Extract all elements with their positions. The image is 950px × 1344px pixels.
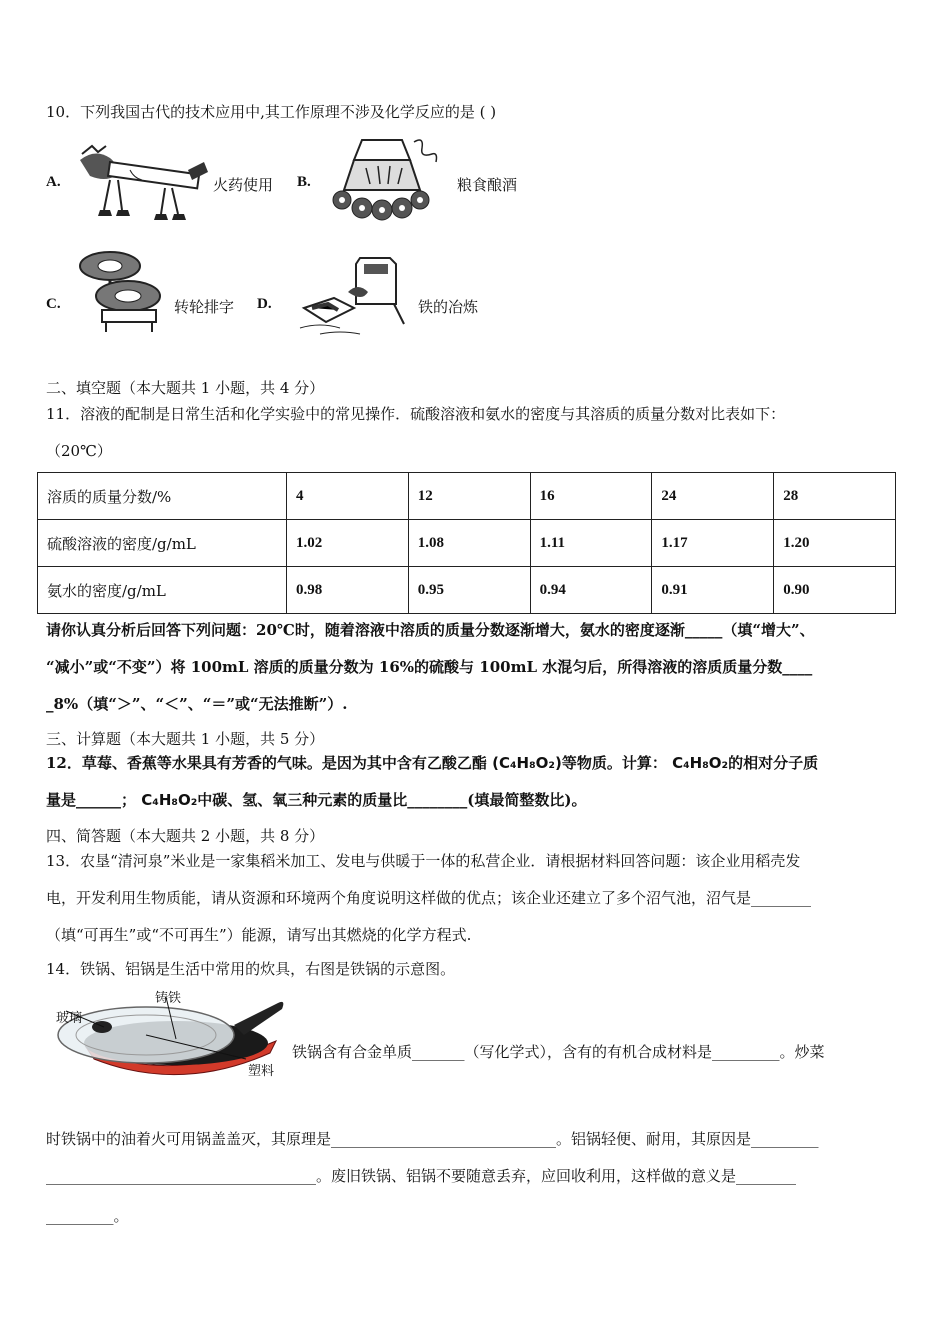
table-cell: 1.17 [652, 520, 774, 567]
option-b-text: 粮食酿酒 [457, 176, 518, 194]
pan-label-plastic: 塑料 [248, 1064, 275, 1079]
q12-text: 量是______； [46, 791, 137, 809]
formula: C₄H₈O₂ [672, 754, 729, 772]
option-b-letter: B. [297, 174, 311, 190]
table-cell: 0.90 [774, 567, 896, 614]
option-a-letter: A. [46, 174, 61, 190]
brewing-illustration [322, 132, 442, 228]
table-cell: 12 [408, 473, 530, 520]
q11-stem: 11．溶液的配制是日常生活和化学实验中的常见操作．硫酸溶液和氨水的密度与其溶质的质量分数对比表如下： [46, 405, 786, 423]
q14-side-text: 铁锅含有合金单质_______（写化学式），含有的有机合成材料是_________。炒菜 [292, 1043, 825, 1061]
table-cell: 0.95 [408, 567, 530, 614]
table-cell: 28 [774, 473, 896, 520]
q13-line-3: （填“可再生”或“不可再生”）能源，请写出其燃烧的化学方程式. [46, 926, 472, 944]
q13-line-1: 13．农垦“清河泉”米业是一家集稻米加工、发电与供暖于一体的私营企业．请根据材料回答问题：该企业用稻壳发 [46, 852, 801, 870]
option-c-text: 转轮排字 [174, 298, 235, 316]
q11-text-1: 请你认真分析后回答下列问题：20℃时，随着溶液中溶质的质量分数逐渐增大，氨水的密度逐渐_____（填“增大”、 [46, 621, 815, 639]
q12-line-2 [46, 790, 586, 810]
option-c-letter: C. [46, 296, 61, 312]
table-cell: 0.98 [287, 567, 409, 614]
pan-label-glass: 玻璃 [56, 1011, 83, 1026]
table-cell: 1.11 [530, 520, 652, 567]
option-d-text: 铁的冶炼 [418, 298, 479, 316]
table-cell: 0.94 [530, 567, 652, 614]
q12-text: 12．草莓、香蕉等水果具有芳香的气味。是因为其中含有乙酸乙酯 [46, 754, 493, 772]
option-a-text: 火药使用 [213, 176, 274, 194]
q13-line-2: 电，开发利用生物质能，请从资源和环境两个角度说明这样做的优点；该企业还建立了多个沼气池，沼气是________ [46, 889, 812, 907]
table-cell: 16 [530, 473, 652, 520]
table-cell: 4 [287, 473, 409, 520]
table-row [38, 567, 896, 614]
density-table [37, 472, 896, 614]
q14-line-1: 14．铁锅、铝锅是生活中常用的炊具，右图是铁锅的示意图。 [46, 960, 456, 978]
section4-title: 四、简答题（本大题共 2 小题，共 8 分） [46, 827, 325, 845]
q12-text: 等物质。计算： [561, 754, 667, 772]
table-cell: 24 [652, 473, 774, 520]
q12-line-1 [46, 753, 818, 773]
q11-text-3: _8%（填“＞”、“＜”、“＝”或“无法推断”）. [46, 695, 348, 713]
q14-line-4: _________。 [46, 1207, 129, 1225]
table-row [38, 473, 896, 520]
movable-type-wheel-illustration [72, 244, 164, 336]
table-row-label: 硫酸溶液的密度/g/mL [38, 520, 287, 567]
pan-label-cast-iron: 铸铁 [155, 991, 182, 1006]
q14-line-3: ____________________________________。废旧铁锅、铝锅不要随意丢弃，应回收利用，这样做的意义是________ [46, 1167, 797, 1185]
q12-text: 的相对分子质 [728, 754, 819, 772]
q11-temperature: （20℃） [46, 442, 112, 460]
gunpowder-illustration [70, 140, 210, 228]
formula: (C₄H₈O₂) [492, 754, 562, 772]
section3-title: 三、计算题（本大题共 1 小题，共 5 分） [46, 730, 325, 748]
table-row [38, 520, 896, 567]
q10-stem: 10．下列我国古代的技术应用中,其工作原理不涉及化学反应的是 ( ) [46, 103, 497, 121]
iron-smelting-illustration [290, 248, 410, 338]
table-cell: 0.91 [652, 567, 774, 614]
table-row-label: 溶质的质量分数/% [38, 473, 287, 520]
table-cell: 1.20 [774, 520, 896, 567]
section2-title: 二、填空题（本大题共 1 小题，共 4 分） [46, 379, 325, 397]
option-d-letter: D. [257, 296, 272, 312]
q11-text-2: “减小”或“不变”）将 100mL 溶质的质量分数为 16%的硫酸与 100mL 水混匀后，所得溶液的溶质质量分数____ [46, 658, 813, 676]
table-cell: 1.08 [408, 520, 530, 567]
q14-line-2: 时铁锅中的油着火可用锅盖盖灭，其原理是______________________________。铝锅轻便、耐用，其原因是_________ [46, 1130, 819, 1148]
formula: C₄H₈O₂ [141, 791, 198, 809]
q12-text: 中碳、氢、氧三种元素的质量比________(填最简整数比)。 [197, 791, 587, 809]
table-row-label: 氨水的密度/g/mL [38, 567, 287, 614]
table-cell: 1.02 [287, 520, 409, 567]
